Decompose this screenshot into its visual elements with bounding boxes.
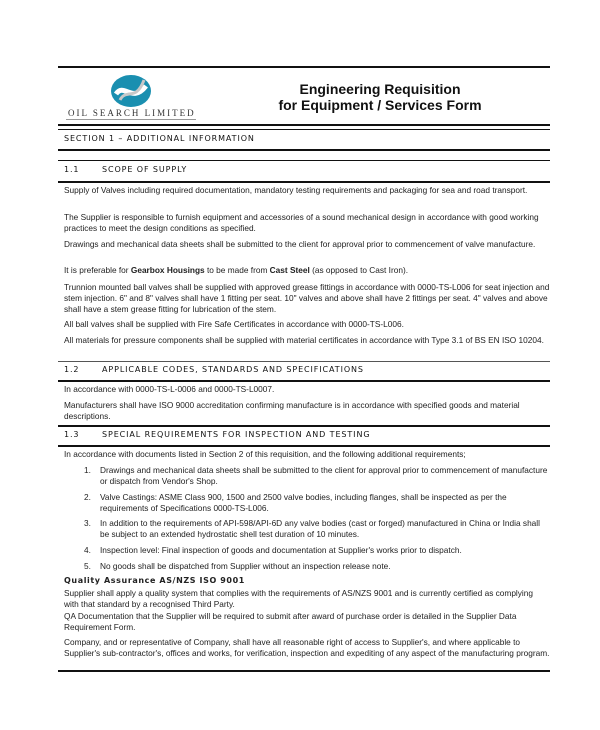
- s13-number: 1.3: [64, 430, 80, 439]
- s12-paragraph: Manufacturers shall have ISO 9000 accreditation confirming manufacture is in accordance with specified goods and material descriptions.: [64, 400, 520, 421]
- list-text: No goods shall be dispatched from Supplier without an inspection release note.: [100, 561, 391, 571]
- list-number: 3.: [84, 518, 91, 528]
- s11-paragraph: Trunnion mounted ball valves shall be supplied with approved grease fittings in accordance with 0000-TS-L006 for seat injection and stem injection. 6" and 8" valves shall have 1 fitting per seat. 10" valves and above shall have 2 fittings per seat. 4" valves and above shall have a stem grease fitting for lubrication of the stem.: [64, 282, 550, 314]
- s11-rule-bottom: [58, 181, 550, 183]
- s11-rule-top: [58, 160, 550, 161]
- text: to be made from: [204, 265, 270, 275]
- qa-paragraph: Company, and or representative of Company, shall have all reasonable right of access to Supplier's, and where applicable to Supplier's sub-contractor's, offices and works, for verification, inspection and expediting of any aspect of the manufacturing program.: [64, 637, 550, 658]
- header-rule-thin: [58, 129, 550, 130]
- s11-paragraph: All materials for pressure components shall be supplied with material certificates in accordance with Type 3.1 of BS EN ISO 10204.: [64, 335, 544, 345]
- s13-intro: In accordance with documents listed in Section 2 of this requisition, and the following additional requirements;: [64, 449, 466, 459]
- list-number: 5.: [84, 561, 91, 571]
- s11-title: SCOPE OF SUPPLY: [102, 165, 188, 174]
- s12-rule-top: [58, 361, 550, 362]
- bottom-rule: [58, 670, 550, 672]
- company-logo: [110, 74, 152, 108]
- s11-heading: [64, 165, 187, 174]
- text: (as opposed to Cast Iron).: [309, 265, 409, 275]
- s11-paragraph: Supply of Valves including required documentation, mandatory testing requirements and packaging for sea and road transport.: [64, 185, 528, 195]
- list-number: 4.: [84, 545, 91, 555]
- s12-heading: [64, 365, 364, 374]
- s12-paragraph: In accordance with 0000-TS-L-0006 and 0000-TS-L0007.: [64, 384, 275, 394]
- s11-paragraph: Drawings and mechanical data sheets shall be submitted to the client for approval prior to commencement of valve manufacture.: [64, 239, 536, 249]
- list-number: 2.: [84, 492, 91, 502]
- s13-heading: [64, 430, 370, 439]
- section-rule: [58, 149, 550, 151]
- s12-number: 1.2: [64, 365, 80, 374]
- list-item: [84, 465, 550, 487]
- list-item: [84, 518, 550, 540]
- s13-rule-top: [58, 425, 550, 427]
- s12-rule-bottom: [58, 380, 550, 382]
- form-title-line2: for Equipment / Services Form: [278, 97, 482, 113]
- qa-paragraph: Supplier shall apply a quality system that complies with the requirements of AS/NZS 9001 and is currently certified as complying with that standard by a recognised Third Party.: [64, 588, 533, 609]
- bold-text: Gearbox Housings: [130, 265, 205, 275]
- list-item: [84, 545, 550, 556]
- company-name: OIL SEARCH LIMITED: [68, 108, 196, 118]
- qa-heading: Quality Assurance AS/NZS ISO 9001: [64, 576, 245, 585]
- qa-paragraph: QA Documentation that the Supplier will be required to submit after award of purchase order is detailed in the Supplier Data Requirement Form.: [64, 611, 517, 632]
- s12-title: APPLICABLE CODES, STANDARDS AND SPECIFICATIONS: [102, 365, 364, 374]
- bold-text: Cast Steel: [269, 265, 310, 275]
- list-item: [84, 492, 550, 514]
- s11-paragraph: The Supplier is responsible to furnish equipment and accessories of a sound mechanical design in accordance with good working practices to meet the design conditions as specified.: [64, 212, 539, 233]
- list-text: Valve Castings: ASME Class 900, 1500 and 2500 valve bodies, including flanges, shall be inspected as per the requirements of Specifications 0000-TS-L006.: [100, 492, 507, 513]
- list-text: In addition to the requirements of API-598/API-6D any valve bodies (cast or forged) manufactured in China or India shall be subject to an extended hydrostatic shell test duration of 10 minutes.: [100, 518, 540, 539]
- text: It is preferable for: [64, 265, 131, 275]
- logo-underline: [66, 119, 196, 120]
- s11-paragraph: All ball valves shall be supplied with Fire Safe Certificates in accordance with 0000-TS-L006.: [64, 319, 404, 329]
- list-text: Inspection level: Final inspection of goods and documentation at Supplier's works prior to dispatch.: [100, 545, 462, 555]
- s11-number: 1.1: [64, 165, 80, 174]
- list-number: 1.: [84, 465, 91, 475]
- s13-title: SPECIAL REQUIREMENTS FOR INSPECTION AND TESTING: [102, 430, 371, 439]
- list-item: [84, 561, 550, 572]
- s13-rule-bottom: [58, 445, 550, 447]
- s11-paragraph-gearbox: [64, 265, 550, 276]
- section-title: SECTION 1 – ADDITIONAL INFORMATION: [64, 134, 255, 143]
- form-title-line1: Engineering Requisition: [299, 81, 461, 97]
- list-text: Drawings and mechanical data sheets shall be submitted to the client for approval prior to commencement of manufacture or dispatch from Vendor's Shop.: [100, 465, 548, 486]
- top-rule: [58, 66, 550, 68]
- header-rule-thick: [58, 124, 550, 126]
